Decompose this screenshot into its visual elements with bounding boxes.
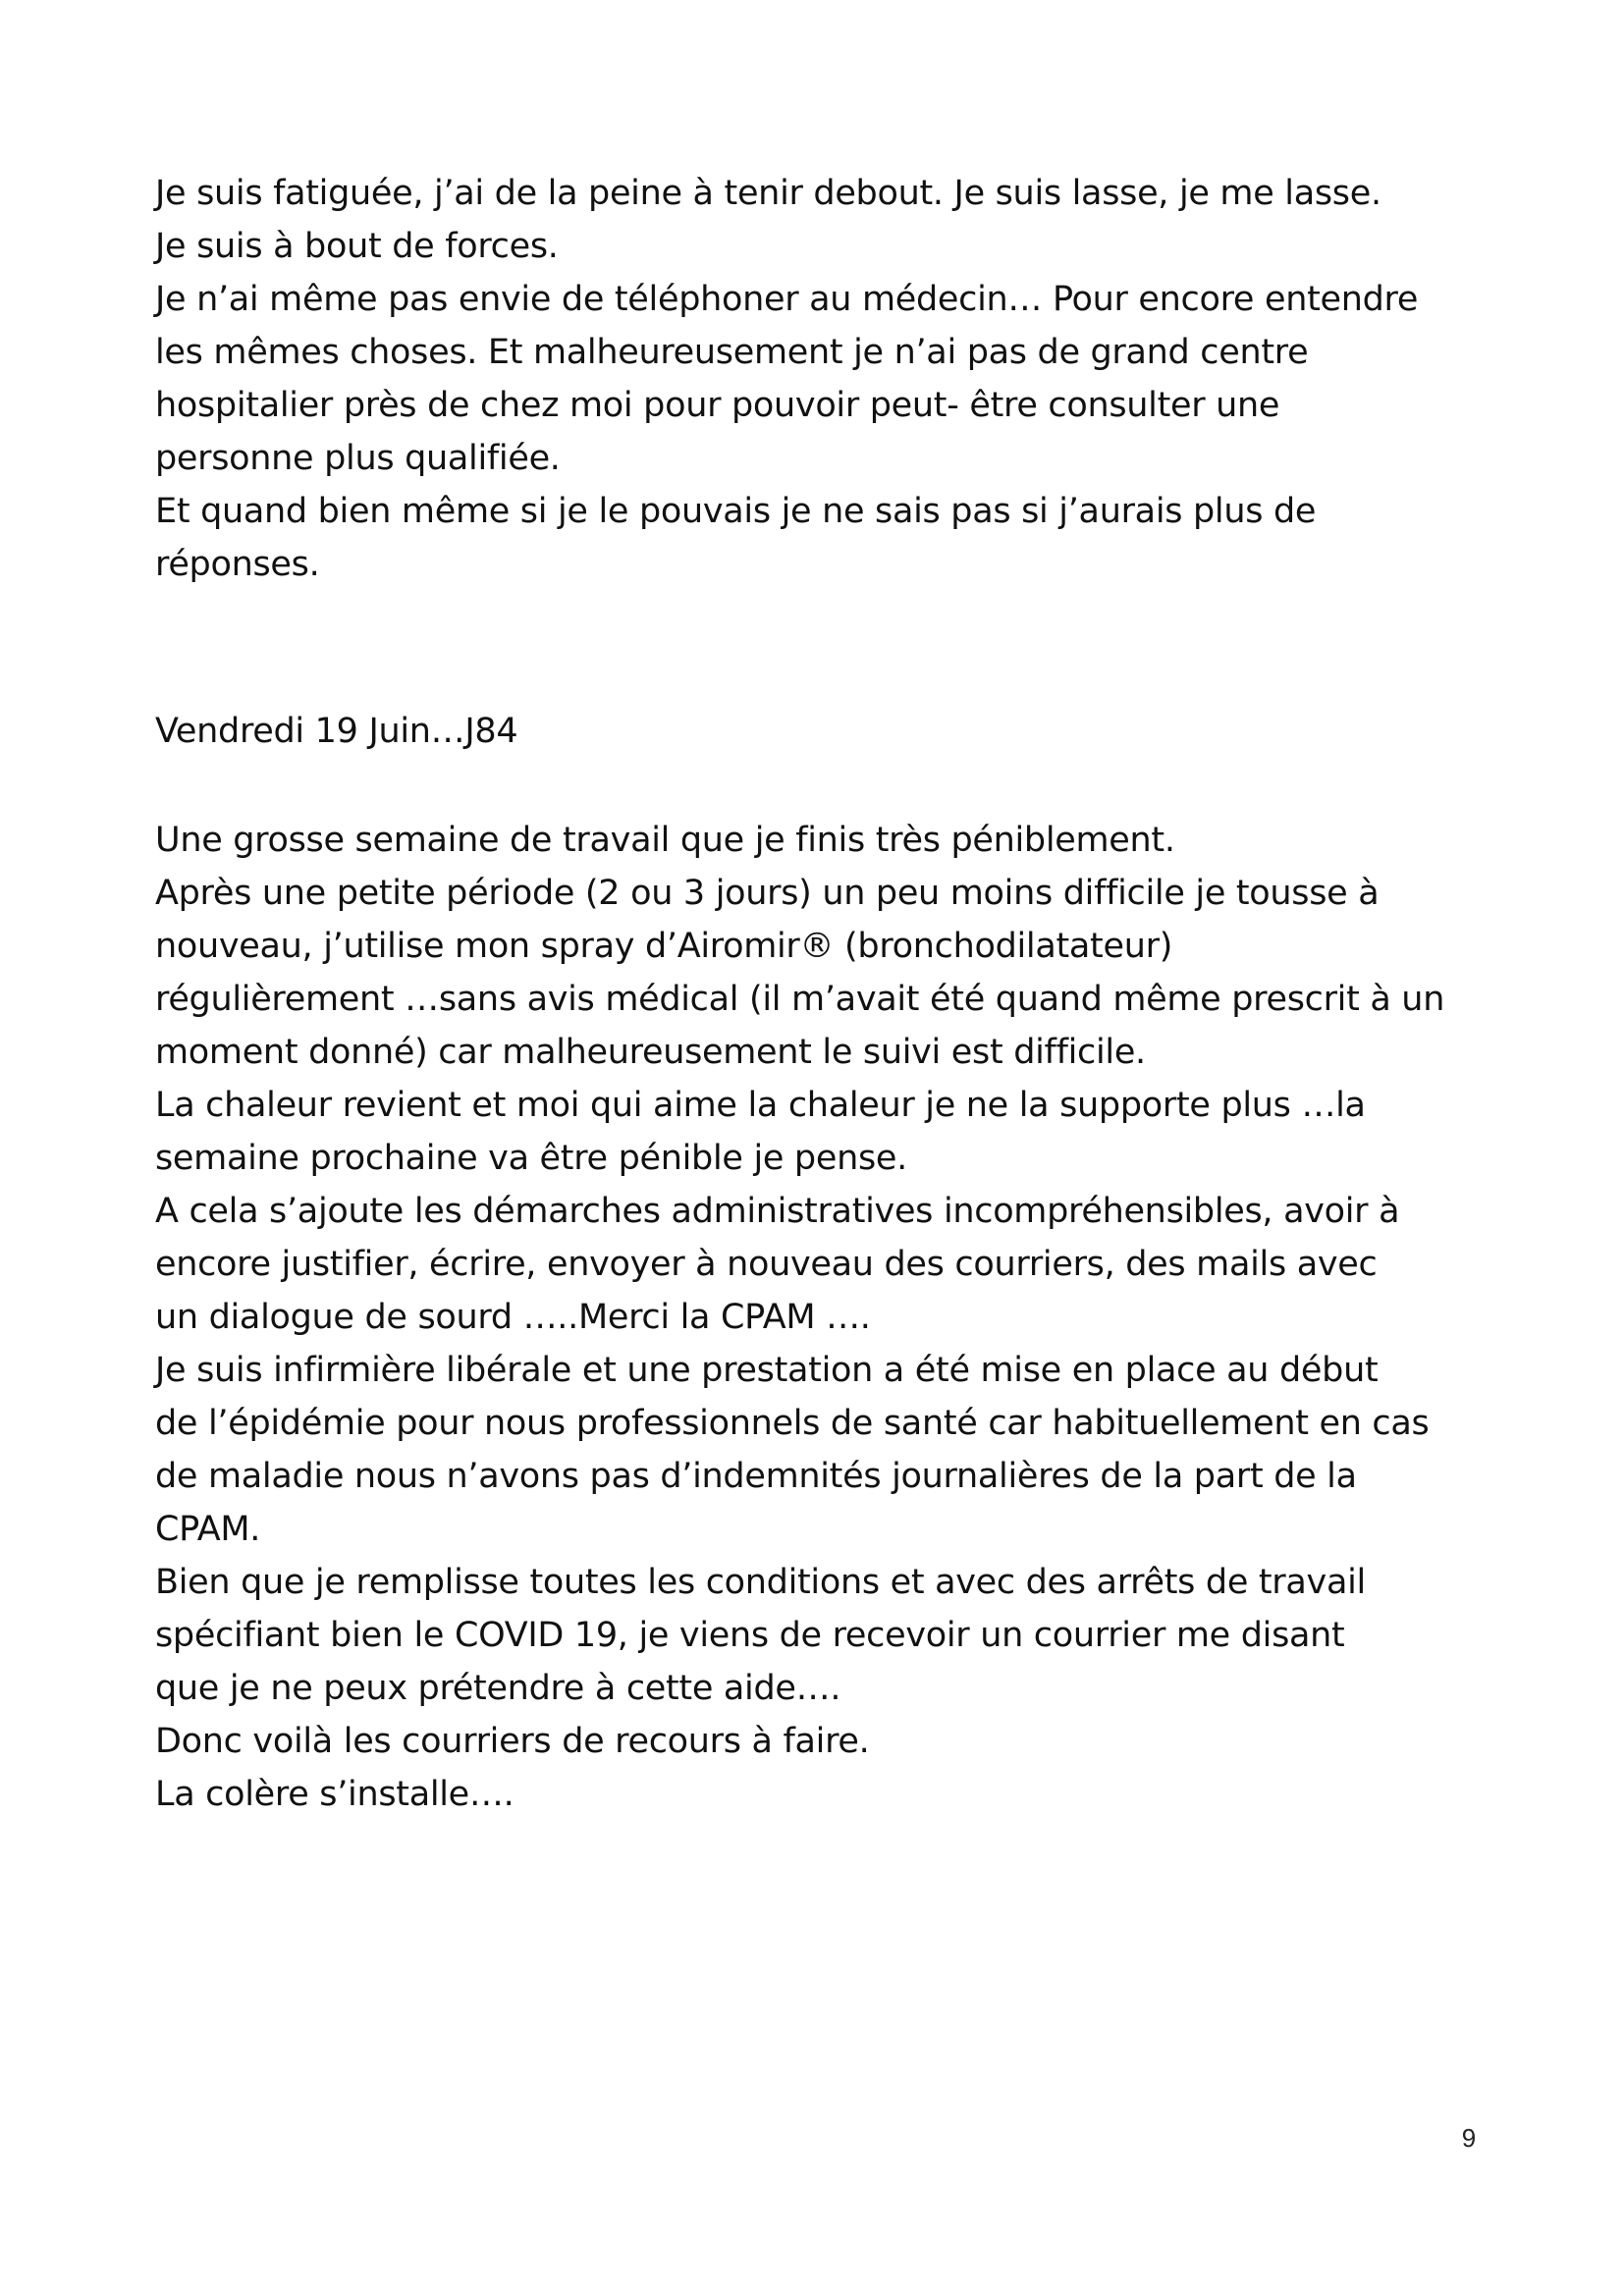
text-line: La colère s’installe….: [155, 1775, 514, 1814]
text-line: Après une petite période (2 ou 3 jours) un peu moins difficile je tousse à: [155, 874, 1380, 913]
paragraph-week-entry: [155, 814, 1530, 1821]
text-line: régulièrement …sans avis médical (il m’avait été quand même prescrit à un: [155, 980, 1445, 1019]
text-line: hospitalier près de chez moi pour pouvoir peut- être consulter une: [155, 386, 1280, 425]
text-line: CPAM.: [155, 1510, 261, 1549]
text-line: Donc voilà les courriers de recours à faire.: [155, 1722, 870, 1761]
text-line: semaine prochaine va être pénible je pense.: [155, 1139, 907, 1178]
text-line: réponses.: [155, 545, 320, 584]
text-line: encore justifier, écrire, envoyer à nouveau des courriers, des mails avec: [155, 1245, 1378, 1284]
text-line: Et quand bien même si je le pouvais je ne sais pas si j’aurais plus de: [155, 492, 1317, 531]
text-line: Je suis à bout de forces.: [155, 227, 559, 266]
text-line: Je n’ai même pas envie de téléphoner au médecin… Pour encore entendre: [155, 280, 1419, 319]
text-line: personne plus qualifiée.: [155, 439, 561, 478]
text-line: moment donné) car malheureusement le suivi est difficile.: [155, 1033, 1146, 1072]
date-heading: Vendredi 19 Juin…J84: [155, 712, 518, 751]
text-line: de maladie nous n’avons pas d’indemnités journalières de la part de la: [155, 1457, 1357, 1496]
text-line: Je suis infirmière libérale et une prestation a été mise en place au début: [155, 1351, 1379, 1390]
text-line: nouveau, j’utilise mon spray d’Airomir® (bronchodilatateur): [155, 927, 1173, 966]
text-line: spécifiant bien le COVID 19, je viens de recevoir un courrier me disant: [155, 1616, 1345, 1655]
text-line: un dialogue de sourd …..Merci la CPAM ….: [155, 1298, 871, 1337]
text-line: de l’épidémie pour nous professionnels de santé car habituellement en cas: [155, 1404, 1430, 1443]
text-line: Bien que je remplisse toutes les conditions et avec des arrêts de travail: [155, 1563, 1366, 1602]
text-line: les mêmes choses. Et malheureusement je n’ai pas de grand centre: [155, 333, 1309, 372]
page-number: 9: [1461, 2123, 1477, 2153]
text-line: Une grosse semaine de travail que je finis très péniblement.: [155, 821, 1175, 860]
text-line: que je ne peux prétendre à cette aide….: [155, 1669, 841, 1708]
text-line: Je suis fatiguée, j’ai de la peine à tenir debout. Je suis lasse, je me lasse.: [155, 174, 1381, 213]
paragraph-fatigue: [155, 167, 1530, 591]
text-line: La chaleur revient et moi qui aime la chaleur je ne la supporte plus …la: [155, 1086, 1366, 1125]
date-heading-block: [155, 705, 1530, 758]
text-line: A cela s’ajoute les démarches administratives incompréhensibles, avoir à: [155, 1192, 1400, 1231]
